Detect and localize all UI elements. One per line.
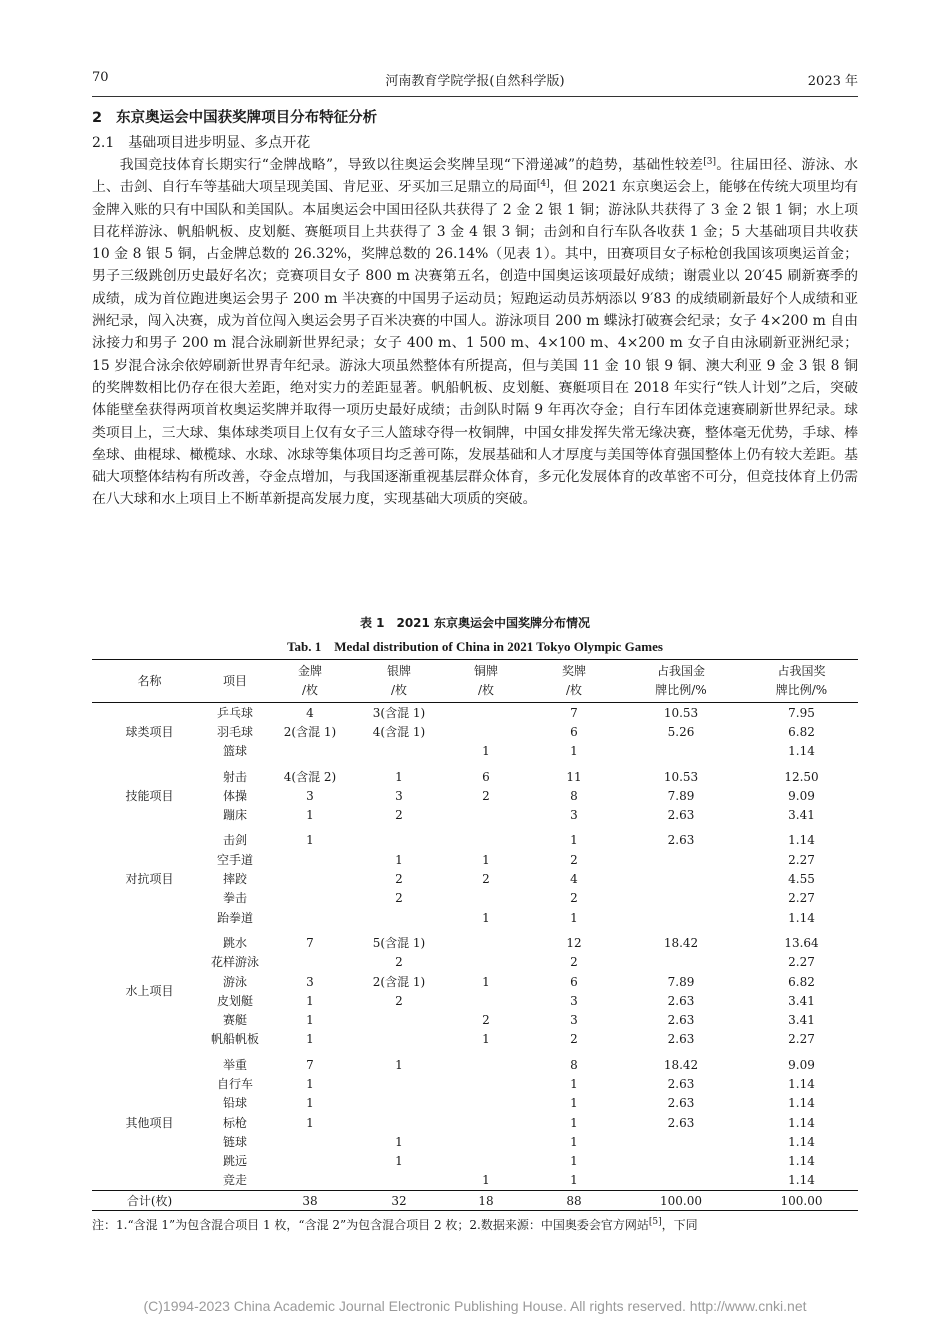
cell-event: 体操	[222, 788, 247, 803]
cell-event: 羽毛球	[216, 724, 253, 739]
cell-silver: 1	[395, 1154, 403, 1169]
cell-bronze	[441, 991, 531, 1010]
subsection-title: 基础项目进步明显、多点开花	[128, 135, 311, 151]
header-gold: 金牌 /枚	[297, 664, 322, 697]
cell-medals: 2	[570, 852, 578, 867]
copyright-footer: (C)1994-2023 China Academic Journal Electronic Publishing House. All rights reserved. http://www.cnki.net	[143, 1298, 807, 1314]
cell-event: 举重	[222, 1057, 247, 1072]
cell-silver: 2(含混 1)	[372, 974, 426, 989]
cell-gold: 7	[306, 1057, 314, 1072]
total-label: 合计(枚)	[92, 1191, 207, 1211]
cell-gold-pct	[617, 908, 745, 927]
cell-gold-pct	[617, 1171, 745, 1191]
cell-medals: 8	[570, 1057, 578, 1072]
cell-silver	[357, 908, 441, 927]
cell-bronze	[441, 1132, 531, 1151]
total-medal-pct: 100.00	[745, 1191, 858, 1211]
cell-gold	[263, 742, 357, 761]
cell-silver: 1	[395, 1134, 403, 1149]
cell-medal-pct: 1.14	[788, 1173, 815, 1188]
cell-gold-pct: 2.63	[667, 1013, 695, 1028]
page-number: 70	[92, 70, 109, 85]
cell-silver: 2	[395, 955, 403, 970]
table-header-row	[92, 660, 858, 703]
cell-event: 跳水	[222, 935, 247, 950]
cell-gold-pct: 18.42	[663, 1057, 699, 1072]
cell-medal-pct: 3.41	[788, 1013, 815, 1028]
table-row	[92, 1171, 858, 1191]
cell-silver: 2	[395, 808, 403, 823]
cell-gold	[263, 908, 357, 927]
cell-silver: 1	[395, 1057, 403, 1072]
cell-bronze: 6	[482, 769, 490, 784]
table-row	[92, 1152, 858, 1171]
cell-medal-pct: 1.14	[788, 1154, 815, 1169]
cell-medals: 12	[566, 935, 582, 950]
cell-medal-pct: 6.82	[788, 974, 815, 989]
total-silver: 32	[357, 1191, 441, 1211]
cell-medal-pct: 1.14	[788, 833, 815, 848]
cell-silver: 2	[395, 872, 403, 887]
cell-gold	[263, 1132, 357, 1151]
note-text-end: ，下同	[661, 1218, 698, 1232]
cell-silver: 3(含混 1)	[372, 705, 426, 720]
cell-event: 跆拳道	[216, 910, 253, 925]
cell-gold	[263, 1171, 357, 1191]
table-row	[92, 1113, 858, 1132]
cell-silver	[357, 742, 441, 761]
cell-medals: 2	[570, 891, 578, 906]
cell-event: 链球	[222, 1134, 247, 1149]
table-row	[92, 991, 858, 1010]
cell-gold-pct	[617, 889, 745, 908]
cell-gold-pct	[617, 869, 745, 888]
cell-silver: 3	[395, 788, 403, 803]
cell-gold: 1	[306, 993, 314, 1008]
cell-gold: 1	[306, 833, 314, 848]
citation-ref: [3]	[703, 157, 716, 167]
header-gold-pct: 占我国金 牌比例/%	[655, 664, 707, 697]
running-header	[92, 70, 858, 94]
cell-gold: 1	[306, 1032, 314, 1047]
cell-silver: 1	[395, 852, 403, 867]
cell-bronze: 1	[482, 1032, 490, 1047]
cell-silver: 1	[395, 769, 403, 784]
cell-event: 铅球	[222, 1096, 247, 1111]
header-rule	[92, 96, 858, 97]
cell-medal-pct: 2.27	[788, 852, 815, 867]
header-medal-pct: 占我国奖 牌比例/%	[775, 664, 828, 697]
table-row	[92, 805, 858, 824]
paragraph-text: ，但 2021 东京奥运会上，能够在传统大项里均有金牌入账的只有中国队和美国队。本届奥运会中国田径队共获得了 2 金 2 银 1 铜；游泳队共获得了 3 金 2 银 1 铜；水上项目花样游泳、帆船帆板、皮划艇、赛艇项目上共获得了 3 金 4 银 3 铜；击剑和自行车队各收获 1 金；5 大基础项目共收获 10 金 8 银 5 铜，占金牌总数的 26.32%，奖牌总数的 26.14%（见表 1）。其中，田赛项目女子标枪创我国该项奥运首金；男子三级跳创历史最好名次；竞赛项目女子 800 m 决赛第五名，创造中国奥运该项最好成绩；谢震业以 20′45 刷新赛季的成绩，成为首位跑进奥运会男子 200 m 半决赛的中国男子运动员；短跑运动员苏炳添以 9′83 的成绩刷新最好个人成绩和亚洲纪录，闯入决赛，成为首位闯入奥运会男子百米决赛的中国人。游泳项目 200 m 蝶泳打破赛会纪录；女子 4×200 m 自由泳接力和男子 200 m 混合泳刷新世界纪录；女子 400 m、1 500 m、4×100 m、4×200 m 女子自由泳刷新亚洲纪录；15 岁混合泳余依婷刷新世界青年纪录。游泳大项虽然整体有所提高，但与美国 11 金 10 银 9 铜、澳大利亚 9 金 3 银 8 铜的奖牌数相比仍存在很大差距，绝对实力的差距显著。帆船帆板、皮划艇、赛艇项目在 2018 年实行“铁人计划”之后，突破体能壁垒获得两项首枚奥运奖牌并取得一项历史最好成绩；击剑队时隔 9 年再次夺金；自行车团体竞速赛刷新世界纪录。球类项目上，三大球、集体球类项目上仅有女子三人篮球夺得一枚铜牌，中国女排发挥失常无缘决赛，整体毫无优势，手球、棒垒球、曲棍球、橄榄球、水球、冰球等集体项目均乏善可陈，发展基础和人才厚度与美国等体育强国整体上仍有较大差距。基础大项整体结构有所改善，夺金点增加，与我国逐渐重视基层群众体育，多元化发展体育的改革密不可分，但竞技体育上仍需在八大球和水上项目上不断革新提高发展力度，实现基础大项质的突破。	[92, 179, 858, 508]
cell-medals: 1	[570, 1096, 578, 1111]
group-name: 水上项目	[125, 984, 174, 999]
group-name: 技能项目	[125, 788, 174, 803]
cell-silver: 2	[395, 891, 403, 906]
cell-bronze	[441, 953, 531, 972]
cell-bronze: 1	[482, 744, 490, 759]
cell-medals: 1	[570, 1115, 578, 1130]
table-row	[92, 786, 858, 805]
cell-gold-pct: 2.63	[667, 833, 695, 848]
cell-bronze: 2	[482, 872, 490, 887]
body-text	[92, 154, 858, 511]
cell-silver	[357, 1113, 441, 1132]
cell-medals: 3	[570, 993, 578, 1008]
cell-medals: 1	[570, 1154, 578, 1169]
cell-medals: 8	[570, 788, 578, 803]
cell-bronze	[441, 825, 531, 850]
note-ref: [5]	[648, 1217, 662, 1227]
total-event	[207, 1191, 263, 1211]
cell-medal-pct: 2.27	[788, 1032, 815, 1047]
table-row	[92, 972, 858, 991]
cell-silver: 5(含混 1)	[372, 935, 426, 950]
cell-gold-pct: 2.63	[667, 1032, 695, 1047]
cell-bronze	[441, 1049, 531, 1074]
cell-event: 空手道	[216, 852, 253, 867]
cell-medals: 3	[570, 808, 578, 823]
table-row	[92, 850, 858, 869]
cell-bronze	[441, 889, 531, 908]
cell-medal-pct: 9.09	[788, 1057, 815, 1072]
table-caption-cn: 表 1 2021 东京奥运会中国奖牌分布情况	[359, 616, 591, 630]
cell-gold-pct	[617, 742, 745, 761]
group-name: 其他项目	[125, 1115, 174, 1130]
cell-medal-pct: 1.14	[788, 1134, 815, 1149]
table-row	[92, 953, 858, 972]
cell-silver	[357, 1171, 441, 1191]
header-silver: 银牌 /枚	[386, 664, 411, 697]
group-name: 对抗项目	[125, 872, 174, 887]
cell-gold-pct	[617, 953, 745, 972]
cell-gold-pct: 2.63	[667, 1115, 695, 1130]
table-row	[92, 722, 858, 741]
paragraph	[92, 154, 858, 511]
cell-medals: 4	[570, 872, 578, 887]
table-row	[92, 908, 858, 927]
cell-bronze	[441, 722, 531, 741]
cell-medal-pct: 6.82	[788, 724, 815, 739]
cell-gold-pct	[617, 850, 745, 869]
cell-event: 篮球	[222, 744, 247, 759]
cell-bronze: 1	[482, 974, 490, 989]
table-caption-en: Tab. 1 Medal distribution of China in 2021 Tokyo Olympic Games	[287, 639, 663, 654]
cell-gold	[263, 850, 357, 869]
cell-gold	[263, 1152, 357, 1171]
cell-gold-pct: 5.26	[667, 724, 695, 739]
cell-bronze	[441, 703, 531, 723]
cell-event: 摔跤	[222, 872, 247, 887]
cell-gold	[263, 889, 357, 908]
cell-bronze	[441, 1113, 531, 1132]
cell-gold: 1	[306, 808, 314, 823]
cell-gold: 4(含混 2)	[283, 769, 337, 784]
cell-medal-pct: 13.64	[784, 935, 819, 950]
cell-event: 皮划艇	[216, 993, 253, 1008]
table-row	[92, 1132, 858, 1151]
cell-event: 帆船帆板	[210, 1032, 259, 1047]
cell-gold-pct: 2.63	[667, 1076, 695, 1091]
table-total	[92, 1191, 858, 1211]
cell-gold-pct: 2.63	[667, 808, 695, 823]
cell-silver	[357, 1094, 441, 1113]
paragraph-text: 我国竞技体育长期实行“金牌战略”，导致以往奥运会奖牌呈现“下滑递减”的趋势，基础性较差	[119, 157, 704, 173]
cell-medal-pct: 3.41	[788, 808, 815, 823]
cell-gold: 1	[306, 1115, 314, 1130]
cell-gold: 1	[306, 1096, 314, 1111]
cell-medal-pct: 1.14	[788, 910, 815, 925]
cell-event: 游泳	[222, 974, 247, 989]
cell-medal-pct: 1.14	[788, 1115, 815, 1130]
cell-silver	[357, 1010, 441, 1029]
cell-gold-pct: 7.89	[667, 974, 695, 989]
cell-medals: 2	[570, 955, 578, 970]
cell-medal-pct: 1.14	[788, 1076, 815, 1091]
cell-bronze	[441, 927, 531, 952]
cell-event: 竞走	[222, 1173, 247, 1188]
cell-medal-pct: 3.41	[788, 993, 815, 1008]
cell-event: 击剑	[222, 833, 247, 848]
section-title: 东京奥运会中国获奖牌项目分布特征分析	[116, 110, 378, 126]
cell-bronze: 2	[482, 1013, 490, 1028]
cell-gold: 4	[306, 705, 314, 720]
cell-gold: 3	[306, 788, 314, 803]
cell-medals: 6	[570, 724, 578, 739]
cell-medals: 2	[570, 1032, 578, 1047]
cell-bronze	[441, 805, 531, 824]
cell-medals: 1	[570, 910, 578, 925]
header-name: 名称	[137, 673, 162, 688]
table-row	[92, 761, 858, 786]
subsection-heading	[92, 132, 310, 152]
table-body	[92, 703, 858, 1191]
cell-gold-pct: 10.53	[663, 769, 699, 784]
total-row	[92, 1191, 858, 1211]
table-note	[92, 1216, 698, 1233]
medal-table	[92, 659, 858, 1211]
cell-gold: 3	[306, 974, 314, 989]
cell-event: 花样游泳	[210, 955, 259, 970]
cell-gold-pct	[617, 1132, 745, 1151]
cell-medal-pct: 1.14	[788, 1096, 815, 1111]
table-row	[92, 927, 858, 952]
cell-event: 乒乓球	[216, 705, 253, 720]
cell-silver: 2	[395, 993, 403, 1008]
cell-medals: 11	[566, 769, 582, 784]
section-heading	[92, 106, 377, 127]
cell-event: 射击	[222, 769, 247, 784]
table-row	[92, 742, 858, 761]
header-event: 项目	[222, 673, 247, 688]
table-row	[92, 1094, 858, 1113]
cell-gold: 1	[306, 1076, 314, 1091]
journal-title: 河南教育学院学报(自然科学版)	[385, 74, 565, 89]
table-row	[92, 703, 858, 723]
cell-gold: 2(含混 1)	[283, 724, 337, 739]
total-medals: 88	[531, 1191, 617, 1211]
cell-gold-pct: 2.63	[667, 1096, 695, 1111]
total-gold-pct: 100.00	[617, 1191, 745, 1211]
note-text: 注：1.“含混 1”为包含混合项目 1 枚，“含混 2”为包含混合项目 2 枚；2.数据来源：中国奥委会官方网站	[92, 1218, 649, 1232]
cell-medal-pct: 2.27	[788, 891, 815, 906]
cell-medal-pct: 1.14	[788, 744, 815, 759]
group-name: 球类项目	[125, 724, 174, 739]
cell-gold-pct	[617, 1152, 745, 1171]
cell-gold-pct: 10.53	[663, 705, 699, 720]
cell-bronze	[441, 1094, 531, 1113]
total-gold: 38	[263, 1191, 357, 1211]
header-bronze: 铜牌 /枚	[473, 664, 498, 697]
cell-medals: 1	[570, 1173, 578, 1188]
cell-bronze: 1	[482, 910, 490, 925]
table-row	[92, 889, 858, 908]
table-row	[92, 869, 858, 888]
table-row	[92, 1030, 858, 1049]
cell-gold	[263, 953, 357, 972]
cell-event: 标枪	[222, 1115, 247, 1130]
table-row	[92, 1010, 858, 1029]
table-row	[92, 1074, 858, 1093]
cell-silver: 4(含混 1)	[372, 724, 426, 739]
cell-medal-pct: 12.50	[784, 769, 819, 784]
cell-medals: 1	[570, 1076, 578, 1091]
cell-medals: 1	[570, 744, 578, 759]
cell-medal-pct: 7.95	[788, 705, 815, 720]
section-number: 2	[92, 110, 103, 126]
cell-medal-pct: 4.55	[788, 872, 815, 887]
cell-bronze	[441, 1152, 531, 1171]
total-bronze: 18	[441, 1191, 531, 1211]
cell-bronze: 1	[482, 1173, 490, 1188]
cell-medal-pct: 2.27	[788, 955, 815, 970]
cell-medal-pct: 9.09	[788, 788, 815, 803]
paragraph-text: 。往届田径、游泳、水上、击剑、自行车等基础大项呈现美国、肯尼亚、牙买加三足鼎立的局面	[92, 157, 858, 196]
cell-event: 自行车	[216, 1076, 253, 1091]
journal-year: 2023 年	[807, 74, 858, 89]
cell-gold-pct: 18.42	[663, 935, 699, 950]
table-row	[92, 1049, 858, 1074]
cell-silver	[357, 1074, 441, 1093]
cell-silver	[357, 825, 441, 850]
cell-bronze	[441, 1074, 531, 1093]
cell-event: 赛艇	[222, 1013, 247, 1028]
citation-ref: [4]	[536, 179, 550, 190]
table-row	[92, 825, 858, 850]
cell-bronze: 2	[482, 788, 490, 803]
cell-bronze: 1	[482, 852, 490, 867]
header-medals: 奖牌 /枚	[561, 664, 586, 697]
cell-gold: 7	[306, 935, 314, 950]
cell-gold-pct: 7.89	[667, 788, 695, 803]
cell-medals: 1	[570, 833, 578, 848]
subsection-number: 2.1	[92, 135, 115, 151]
cell-silver	[357, 1030, 441, 1049]
cell-event: 跳远	[222, 1154, 247, 1169]
cell-gold-pct: 2.63	[667, 993, 695, 1008]
cell-medals: 1	[570, 1134, 578, 1149]
cell-gold: 1	[306, 1013, 314, 1028]
cell-medals: 3	[570, 1013, 578, 1028]
cell-gold	[263, 869, 357, 888]
cell-event: 拳击	[222, 891, 247, 906]
cell-medals: 7	[570, 705, 578, 720]
cell-medals: 6	[570, 974, 578, 989]
cell-event: 蹦床	[222, 808, 247, 823]
